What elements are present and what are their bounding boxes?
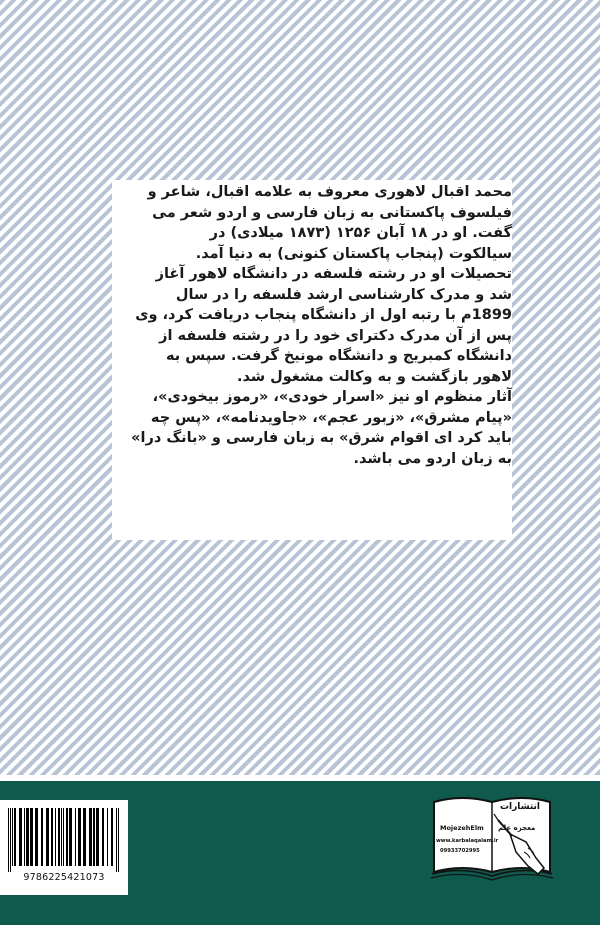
barcode-bar [10,808,11,872]
barcode-bar [96,808,99,866]
barcode-bar [102,808,104,866]
bio-line: آثار منظوم او نیز «اسرار خودی»، «رموز بیخودی»، [152,389,512,405]
barcode-bar [41,808,43,866]
bio-line: شد و مدرک کارشناسی ارشد فلسفه را در سال [175,286,512,303]
barcode-bar [30,808,33,866]
barcode-bars [4,808,124,872]
barcode-bar [116,808,117,872]
bio-line: لاهور بازگشت و به وکالت مشغول شد. [236,368,512,385]
barcode-bar [69,808,72,866]
isbn-number: 9786225421073 [23,872,105,883]
bio-line: باید کرد ای اقوام شرق» به زبان فارسی و «بانگ درا» [131,430,512,446]
barcode-bar [75,808,76,866]
barcode-bar [107,808,108,866]
bio-line: محمد اقبال لاهوری معروف به علامه اقبال، شاعر و [147,184,512,200]
bio-line: «پیام مشرق»، «زبور عجم»، «جاویدنامه»، «پس چه [150,409,512,426]
publisher-name-fa: معجزه علم [498,824,536,832]
barcode-bar [26,808,29,866]
barcode-bar [35,808,38,866]
barcode-bar [78,808,81,866]
barcode-bar [93,808,95,866]
bio-line: تحصیلات او در رشته فلسفه در دانشگاه لاهور آغاز [155,266,512,282]
publisher-website: www.karbalaqalam.ir [436,838,499,844]
publisher-name-en: MojezehElm [440,824,484,832]
barcode-bar [58,808,60,866]
barcode-bar [14,808,16,866]
barcode-bar [55,808,56,866]
publisher-phone: 09933702995 [440,848,480,854]
barcode-bar [46,808,49,866]
barcode-bar [111,808,113,866]
bio-line: سیالکوت (پنجاب پاکستان کنونی) به دنیا آمد. [195,245,512,262]
barcode-bar [63,808,64,866]
bio-line: به زبان اردو می باشد. [353,450,512,467]
bio-line: 1899م با رتبه اول از دانشگاه پنجاب دریافت کرد، وی [135,307,512,323]
barcode-bar [8,808,9,872]
barcode-bar [61,808,62,866]
biography-text [122,182,512,469]
publisher-logo [428,788,556,908]
barcode-bar [24,808,25,866]
bio-line: گفت. او در ۱۸ آبان ۱۲۵۶ (۱۸۷۳ میلادی) در [209,225,512,241]
barcode-bar [12,808,13,866]
bio-line: پس از آن مدرک دکترای خود را در رشته فلسفه از [159,327,512,344]
barcode-bar [66,808,68,866]
barcode-bar [51,808,53,866]
barcode-bar [118,808,119,872]
barcode-label [0,800,128,895]
barcode-bar [19,808,22,866]
bio-line: دانشگاه کمبریج و دانشگاه مونیخ گرفت. سپس به [165,348,512,364]
barcode-bar [89,808,92,866]
bio-line: فیلسوف پاکستانی به زبان فارسی و اردو شعر می [152,204,512,221]
publisher-label: انتشارات [500,802,540,812]
barcode-bar [83,808,86,866]
